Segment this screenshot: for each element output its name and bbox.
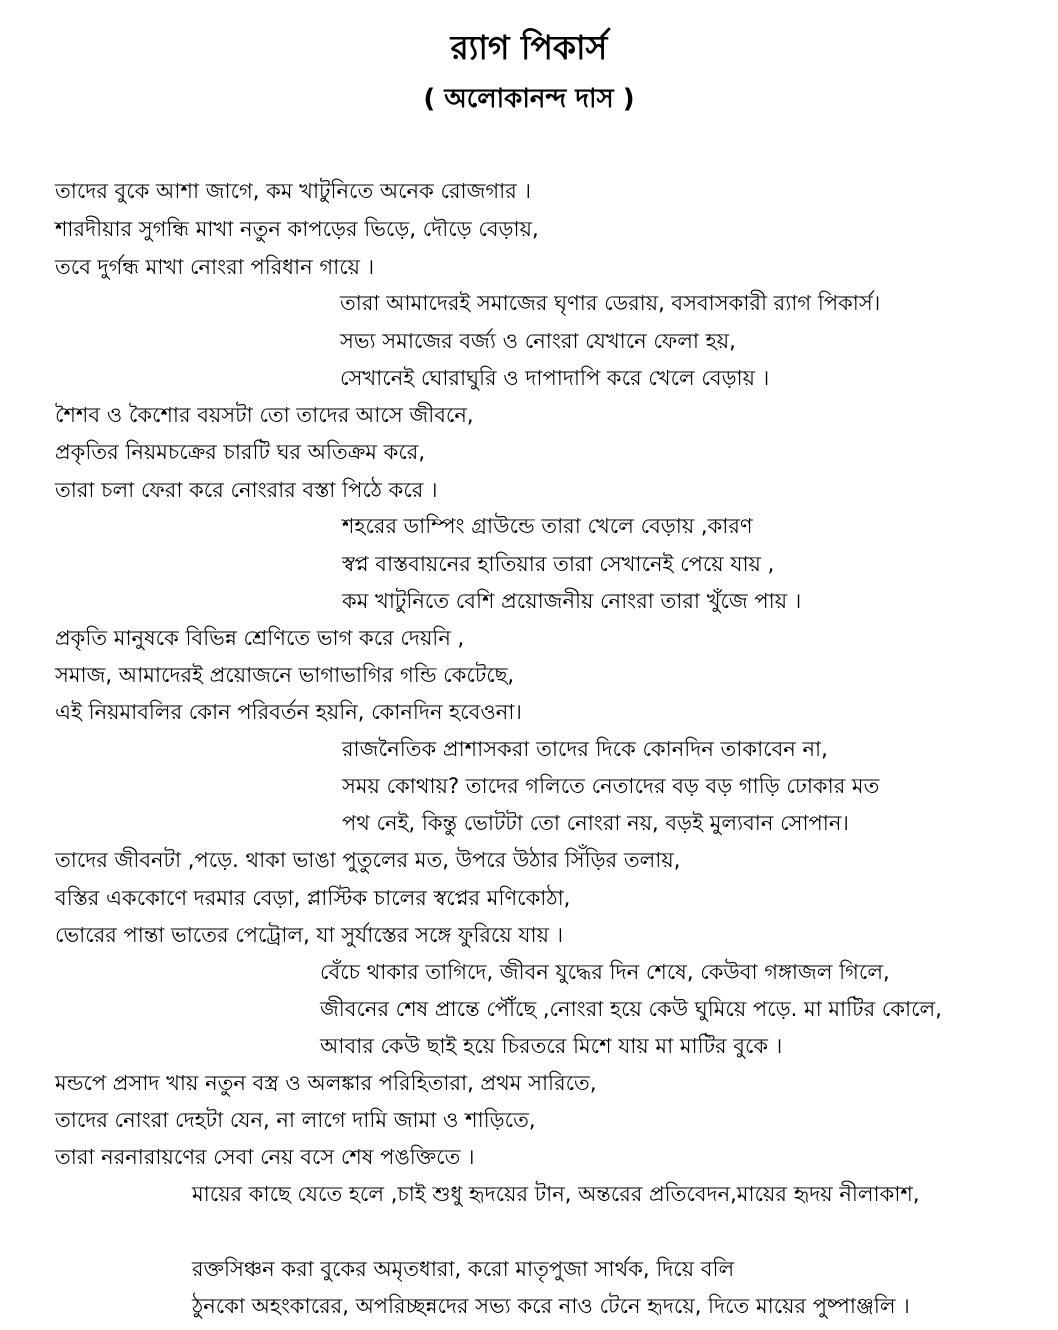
poem-line: বস্তির এককোণে দরমার বেড়া, প্লাস্টিক চালের স্বপ্নের মণিকোঠা, bbox=[55, 886, 571, 910]
poem-line: তবে দুর্গন্ধ মাখা নোংরা পরিধান গায়ে । bbox=[55, 255, 375, 279]
poem-line: তাদের জীবনটা ,পড়ে. থাকা ভাঙা পুতুলের মত, উপরে উঠার সিঁড়ির তলায়, bbox=[55, 848, 681, 872]
poem-line: আবার কেউ ছাই হয়ে চিরতরে মিশে যায় মা মাটির বুকে । bbox=[320, 1034, 783, 1058]
poem-line: তারা নরনারায়ণের সেবা নেয় বসে শেষ পঙক্তিতে । bbox=[55, 1145, 475, 1169]
poem-line: তারা চলা ফেরা করে নোংরার বস্তা পিঠে করে । bbox=[55, 478, 438, 502]
poem-line: স্বপ্ন বাস্তবায়নের হাতিয়ার তারা সেখানেই পেয়ে যায় , bbox=[342, 552, 775, 576]
poem-line: রক্তসিঞ্চন করা বুকের অমৃতধারা, করো মাতৃপুজা সার্থক, দিয়ে বলি bbox=[192, 1257, 735, 1281]
poem-line: সময় কোথায়? তাদের গলিতে নেতাদের বড় বড় গাড়ি ঢোকার মত bbox=[342, 774, 880, 798]
poem-line: এই নিয়মাবলির কোন পরিবর্তন হয়নি, কোনদিন হবেওনা। bbox=[55, 700, 522, 724]
poem-line: শৈশব ও কৈশোর বয়সটা তো তাদের আসে জীবনে, bbox=[55, 403, 474, 427]
poem-line: সেখানেই ঘোরাঘুরি ও দাপাদাপি করে খেলে বেড়ায় । bbox=[340, 366, 770, 390]
poem-line: ঠুনকো অহংকারের, অপরিচ্ছন্নদের সভ্য করে নাও টেনে হৃদয়ে, দিতে মায়ের পুষ্পাঞ্জলি । bbox=[192, 1294, 910, 1318]
poem-line: তাদের বুকে আশা জাগে, কম খাটুনিতে অনেক রোজগার । bbox=[55, 179, 531, 203]
poem-title: র‍্যাগ পিকার্স bbox=[450, 28, 608, 67]
poem-line: মায়ের কাছে যেতে হলে ,চাই শুধু হৃদয়ের টান, অন্তরের প্রতিবেদন,মায়ের হৃদয় নীলাকাশ, bbox=[192, 1182, 920, 1206]
poem-line: মন্ডপে প্রসাদ খায় নতুন বস্ত্র ও অলঙ্কার পরিহিতারা, প্রথম সারিতে, bbox=[55, 1071, 597, 1095]
poem-line: ভোরের পান্তা ভাতের পেট্রোল, যা সুর্যাস্তের সঙ্গে ফুরিয়ে যায় । bbox=[55, 923, 564, 947]
poem-line: সভ্য সমাজের বর্জ্য ও নোংরা যেখানে ফেলা হয়, bbox=[340, 329, 736, 353]
poem-author: ( অলোকানন্দ দাস ) bbox=[423, 84, 635, 114]
poem-line: প্রকৃতির নিয়মচক্রের চারটি ঘর অতিক্রম করে, bbox=[55, 440, 425, 464]
poem-line: বেঁচে থাকার তাগিদে, জীবন যুদ্ধের দিন শেষে, কেউবা গঙ্গাজল গিলে, bbox=[320, 960, 890, 984]
poem-line: কম খাটুনিতে বেশি প্রয়োজনীয় নোংরা তারা খুঁজে পায় । bbox=[342, 589, 802, 613]
poem-line: শহরের ডাম্পিং গ্রাউন্ডে তারা খেলে বেড়ায় ,কারণ bbox=[342, 514, 753, 538]
poem-line: রাজনৈতিক প্রাশাসকরা তাদের দিকে কোনদিন তাকাবেন না, bbox=[342, 737, 828, 761]
poem-line: শারদীয়ার সুগন্ধি মাখা নতুন কাপড়ের ভিড়ে, দৌড়ে বেড়ায়, bbox=[55, 217, 539, 241]
poem-line: তাদের নোংরা দেহটা যেন, না লাগে দামি জামা ও শাড়িতে, bbox=[55, 1108, 536, 1132]
poem-line: প্রকৃতি মানুষকে বিভিন্ন শ্রেণিতে ভাগ করে দেয়নি , bbox=[55, 626, 465, 650]
poem-line: জীবনের শেষ প্রান্তে পৌঁছে ,নোংরা হয়ে কেউ ঘুমিয়ে পড়ে. মা মাটির কোলে, bbox=[320, 997, 942, 1021]
poem-line: সমাজ, আমাদেরই প্রয়োজনে ভাগাভাগির গন্ডি কেটেছে, bbox=[55, 663, 515, 687]
poem-line: পথ নেই, কিন্তু ভোটটা তো নোংরা নয়, বড়ই মুল্যবান সোপান। bbox=[342, 811, 849, 835]
poem-line: তারা আমাদেরই সমাজের ঘৃণার ডেরায়, বসবাসকারী র‍্যাগ পিকার্স। bbox=[340, 291, 881, 315]
